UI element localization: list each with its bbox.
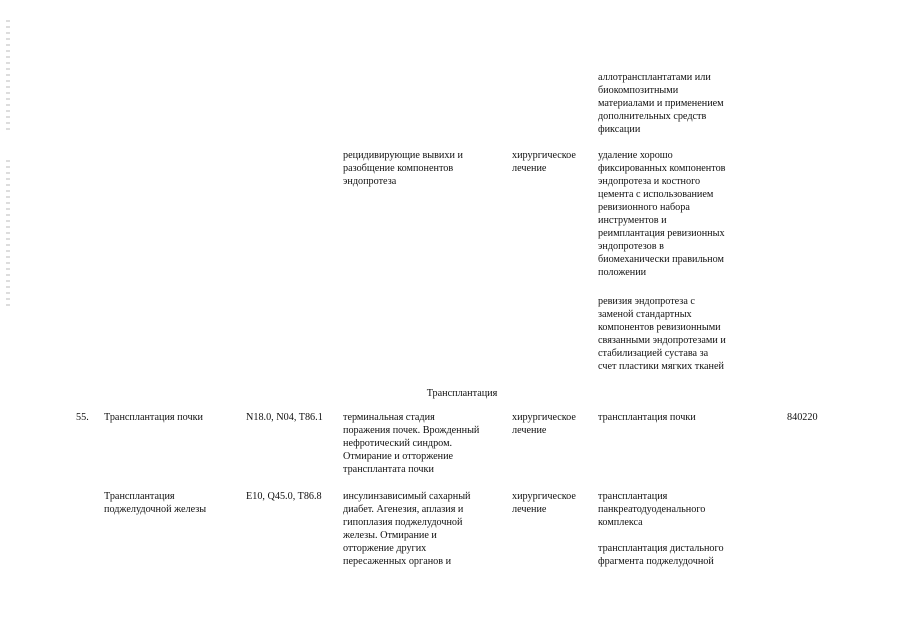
method-text: удаление хорошо фиксированных компонентов эндопротеза и костного цемента с использованием ревизионного набора инструментов и реимплантация ревизионных эндопротезов в биомеханически правильном положении (598, 150, 726, 278)
row-method: трансплантация панкреатодуоденального комплекса (598, 491, 706, 528)
treatment-type: хирургическое лечение (512, 150, 576, 174)
row-condition: терминальная стадия поражения почек. Врожденный нефротический синдром. Отмирание и отторжение трансплантата почки (343, 412, 480, 475)
row-cost: 840220 (787, 412, 818, 423)
scan-margin-mark (6, 20, 10, 130)
row-codes: N18.0, N04, T86.1 (246, 412, 323, 423)
method-text: ревизия эндопротеза с заменой стандартных компонентов ревизионными связанными эндопротезами и стабилизацией сустава за счет пластики мягких тканей (598, 296, 726, 372)
row-treatment: хирургическое лечение (512, 491, 576, 515)
row-condition: инсулинзависимый сахарный диабет. Агенезия, аплазия и гипоплазия поджелудочной железы. Отмирание и отторжение других пересаженных органов и (343, 491, 471, 567)
method-text: аллотрансплантатами или биокомпозитными материалами и применением дополнительных средств фиксации (598, 72, 724, 135)
row-treatment: хирургическое лечение (512, 412, 576, 436)
scan-margin-mark (6, 160, 10, 310)
row-method: трансплантация дистального фрагмента поджелудочной (598, 543, 724, 567)
row-number: 55. (76, 412, 89, 423)
row-method: трансплантация почки (598, 412, 696, 423)
row-codes: E10, Q45.0, T86.8 (246, 491, 322, 502)
row-name: Трансплантация поджелудочной железы (104, 491, 207, 515)
section-title: Трансплантация (426, 388, 498, 399)
row-name: Трансплантация почки (104, 412, 203, 423)
condition-text: рецидивирующие вывихи и разобщение компонентов эндопротеза (343, 150, 463, 187)
